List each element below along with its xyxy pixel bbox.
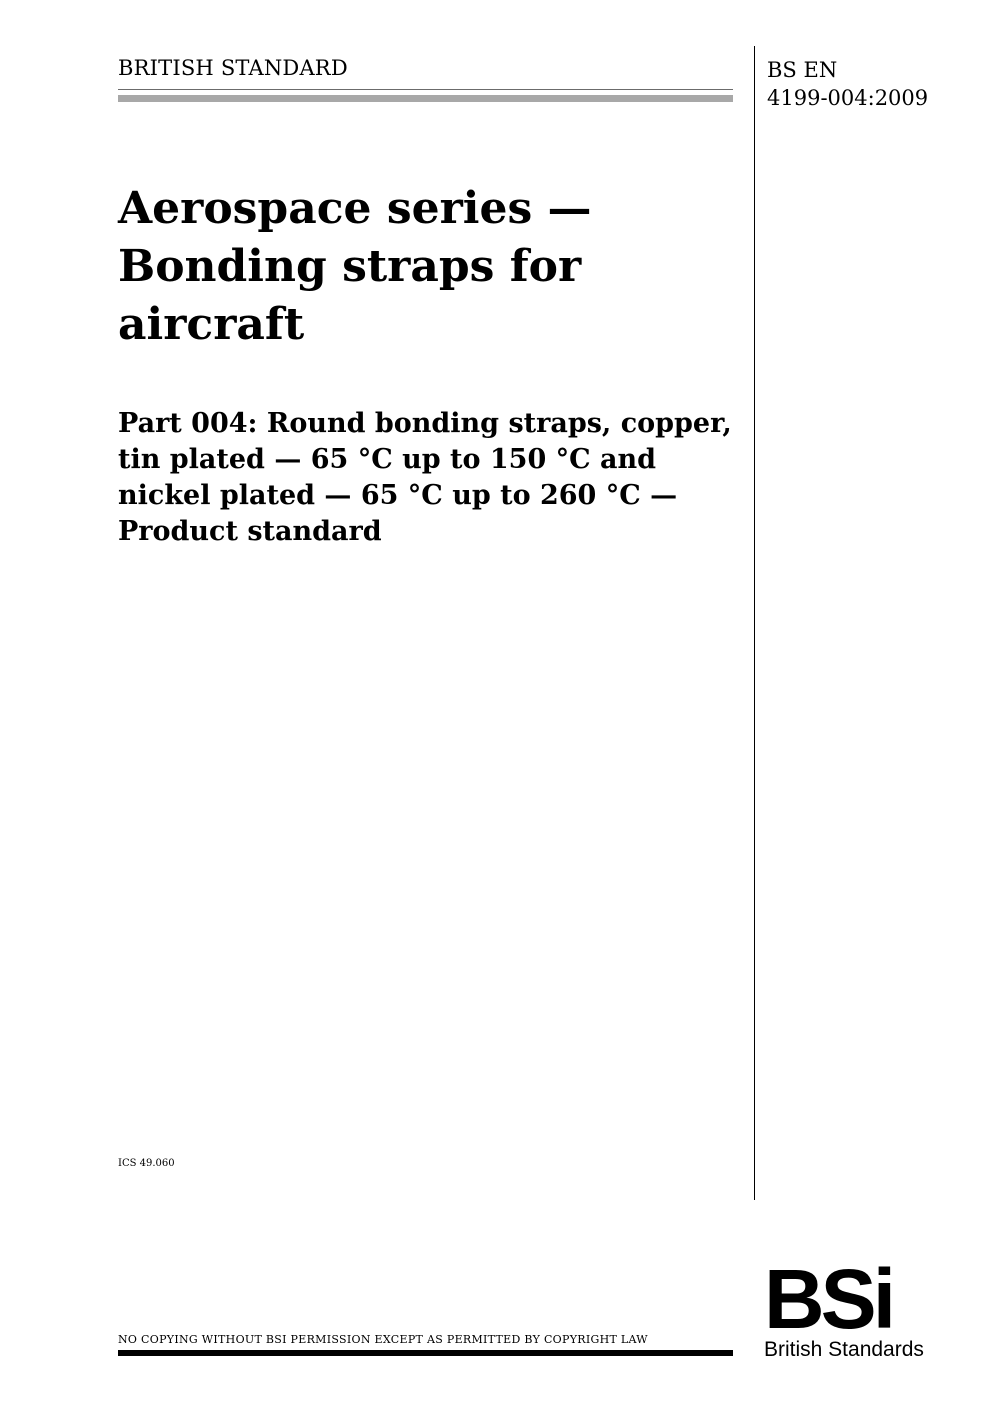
series-label: BRITISH STANDARD: [118, 56, 348, 80]
document-title: Aerospace series — Bonding straps for aircraft: [118, 183, 592, 350]
header-rule-thin: [118, 89, 733, 90]
vertical-divider: [754, 46, 755, 1200]
ics-code: ICS 49.060: [118, 1158, 175, 1169]
copyright-notice: NO COPYING WITHOUT BSI PERMISSION EXCEPT AS PERMITTED BY COPYRIGHT LAW: [118, 1333, 648, 1346]
bsi-logo-caption: British Standards: [764, 1338, 924, 1361]
bsi-logo-icon: [764, 1258, 936, 1362]
standard-number-line2: 4199-004:2009: [767, 86, 929, 110]
document-part-title: Part 004: Round bonding straps, copper, tin plated — 65 °C up to 150 °C and nickel plated — 65 °C up to 260 °C — Product standard: [118, 408, 732, 547]
header-rule-thick: [118, 95, 733, 102]
standard-number-line1: BS EN: [767, 58, 838, 82]
bsi-logo-mark: BSi: [764, 1258, 893, 1346]
standard-number: [767, 56, 928, 112]
footer-rule: [118, 1350, 733, 1356]
